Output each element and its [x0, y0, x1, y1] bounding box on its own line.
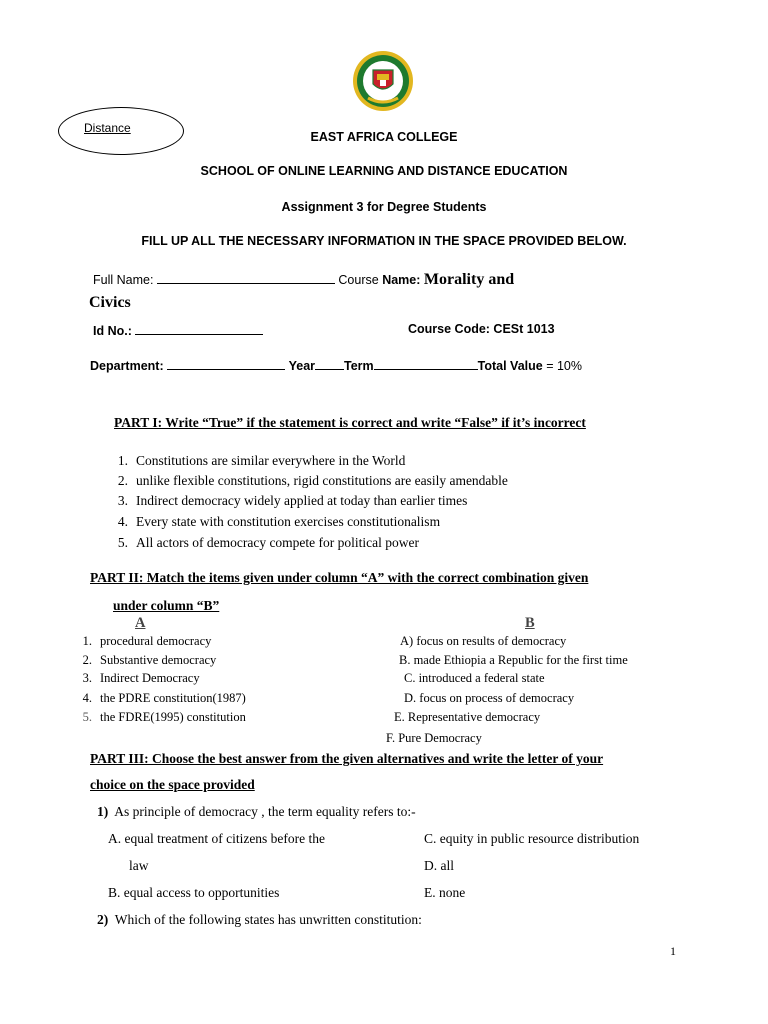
- column-a-item: 1. procedural democracy: [82, 634, 212, 648]
- column-a-item: 5. the FDRE(1995) constitution: [82, 710, 246, 724]
- department-row: [90, 357, 582, 373]
- full-name-label: Full Name:: [93, 273, 154, 287]
- course-code: Course Code: CESt 1013: [408, 322, 555, 336]
- q1-option-b: B. equal access to opportunities: [108, 885, 280, 900]
- year-field[interactable]: [315, 357, 344, 370]
- list-item: 1. Constitutions are similar everywhere in the World: [117, 453, 406, 468]
- total-value: = 10%: [542, 359, 582, 373]
- id-label: Id No.:: [93, 324, 132, 338]
- full-name-row: [93, 271, 514, 289]
- distance-label: Distance: [84, 121, 131, 135]
- name-label: Name:: [382, 273, 421, 287]
- assignment-title: Assignment 3 for Degree Students: [281, 200, 487, 214]
- column-b-item: A) focus on results of democracy: [400, 634, 567, 648]
- column-a-item: 3. Indirect Democracy: [82, 671, 200, 685]
- id-field[interactable]: [135, 322, 263, 335]
- id-row: [93, 322, 263, 338]
- course-name-line1: Morality and: [423, 271, 515, 288]
- q1-option-c: C. equity in public resource distribution: [424, 831, 640, 846]
- column-b-item: E. Representative democracy: [394, 710, 541, 724]
- column-b-item: B. made Ethiopia a Republic for the first time: [399, 653, 628, 667]
- column-a-item: 2. Substantive democracy: [82, 653, 217, 667]
- term-field[interactable]: [374, 357, 478, 370]
- school-title: SCHOOL OF ONLINE LEARNING AND DISTANCE EDUCATION: [200, 164, 568, 178]
- q1-option-e: E. none: [424, 885, 466, 900]
- part1-title: PART I: Write “True” if the statement is correct and write “False” if it’s incorrect: [114, 415, 586, 430]
- list-item: 3. Indirect democracy widely applied at today than earlier times: [117, 493, 468, 508]
- part3-title-line1: PART III: Choose the best answer from the given alternatives and write the letter of your: [90, 751, 604, 766]
- q1-option-a-cont: law: [129, 858, 149, 873]
- term-label: Term: [344, 359, 374, 373]
- column-b-item: D. focus on process of democracy: [404, 691, 575, 705]
- total-value-label: Total Value: [477, 359, 543, 373]
- college-seal-logo: [352, 50, 414, 112]
- column-b-item: C. introduced a federal state: [404, 671, 545, 685]
- column-a-item: 4. the PDRE constitution(1987): [82, 691, 246, 705]
- department-field[interactable]: [167, 357, 285, 370]
- year-label: Year: [288, 359, 316, 373]
- department-label: Department:: [90, 359, 164, 373]
- question-1: 1) As principle of democracy , the term equality refers to:-: [97, 804, 416, 819]
- course-label: Course: [338, 273, 379, 287]
- column-b-item: F. Pure Democracy: [386, 731, 482, 745]
- part2-title-line1: PART II: Match the items given under column “A” with the correct combination given: [90, 570, 589, 585]
- college-title: EAST AFRICA COLLEGE: [310, 130, 458, 144]
- q1-option-a: A. equal treatment of citizens before the: [108, 831, 326, 846]
- instruction-text: FILL UP ALL THE NECESSARY INFORMATION IN THE SPACE PROVIDED BELOW.: [141, 234, 627, 248]
- list-item: 4. Every state with constitution exercises constitutionalism: [117, 514, 441, 529]
- column-b-header: B: [525, 615, 535, 631]
- question-2: 2) Which of the following states has unwritten constitution:: [97, 912, 422, 927]
- column-a-header: A: [135, 615, 146, 631]
- part3-title-line2: choice on the space provided: [90, 777, 255, 792]
- q1-option-d: D. all: [424, 858, 454, 873]
- part2-title-line2: under column “B”: [113, 598, 220, 613]
- course-name-line2: Civics: [89, 294, 131, 311]
- page-number: 1: [670, 944, 676, 958]
- full-name-field[interactable]: [157, 271, 335, 284]
- list-item: 2. unlike flexible constitutions, rigid constitutions are easily amendable: [117, 473, 508, 488]
- list-item: 5. All actors of democracy compete for political power: [117, 535, 420, 550]
